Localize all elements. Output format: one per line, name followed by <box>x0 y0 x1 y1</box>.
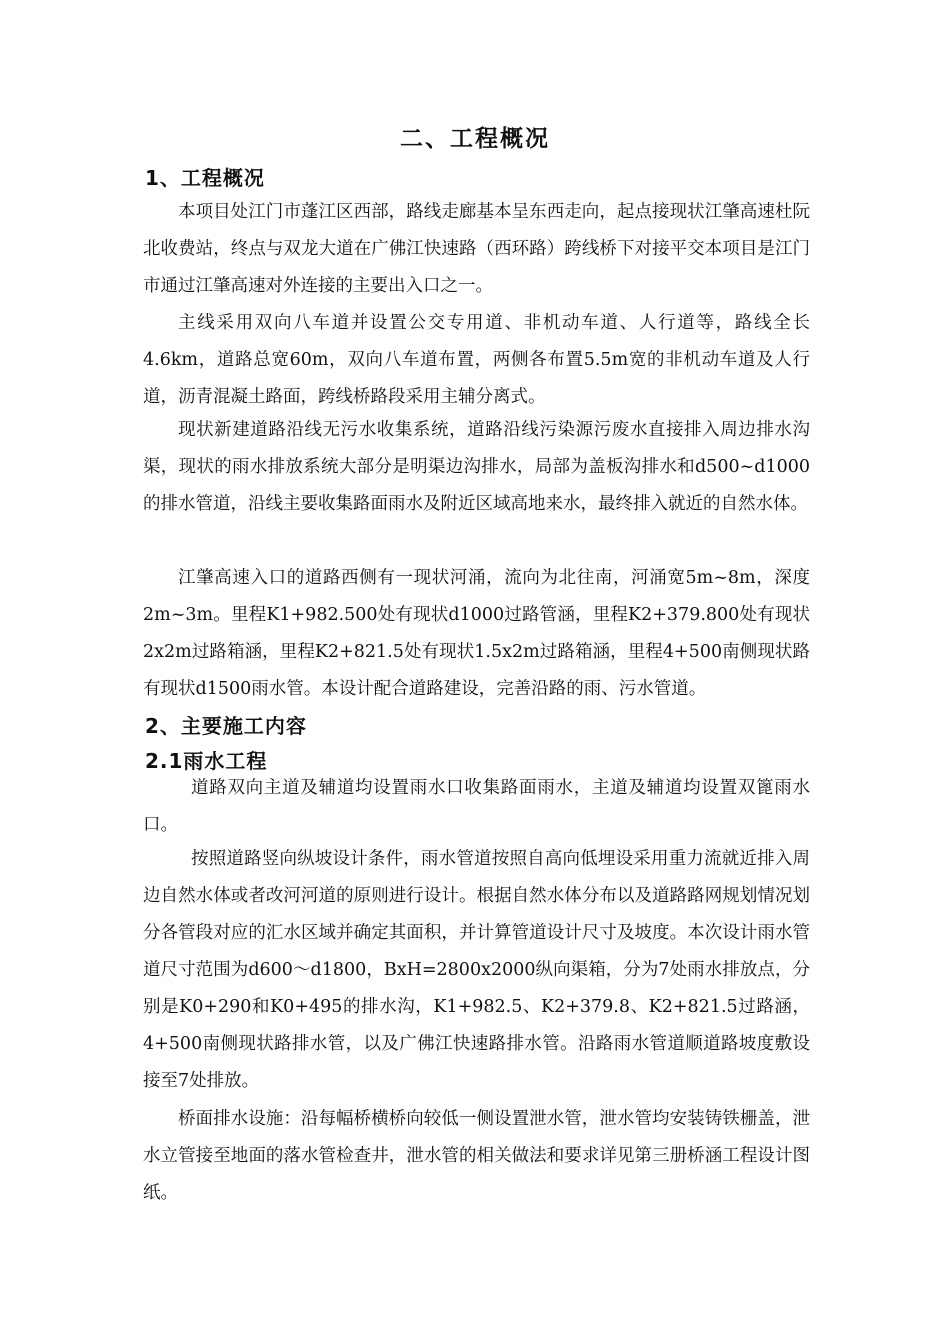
section-1-paragraph-3: 现状新建道路沿线无污水收集系统，道路沿线污染源污废水直接排入周边排水沟渠，现状的雨水排放系统大部分是明渠边沟排水，局部为盖板沟排水和d500~d1000的排水管道，沿线主要收集路面雨水及附近区域高地来水，最终排入就近的自然水体。 <box>143 420 810 514</box>
section-2-1-heading: 2.1雨水工程 <box>145 749 268 773</box>
section-1-paragraph-1: 本项目处江门市蓬江区西部，路线走廊基本呈东西走向，起点接现状江肇高速杜阮北收费站，终点与双龙大道在广佛江快速路（西环路）跨线桥下对接平交本项目是江门市通过江肇高速对外连接的主要出入口之一。 <box>143 202 810 296</box>
section-2-1-paragraph-2: 按照道路竖向纵坡设计条件，雨水管道按照自高向低埋设采用重力流就近排入周边自然水体或者改河河道的原则进行设计。根据自然水体分布以及道路路网规划情况划分各管段对应的汇水区域并确定其面积，并计算管道设计尺寸及坡度。本次设计雨水管道尺寸范围为d600～d1800，BxH=2800x2000纵向渠箱，分为7处雨水排放点，分别是K0+290和K0+495的排水沟，K1+982.5、K2+379.8、K2+821.5过路涵，4+500南侧现状路排水管，以及广佛江快速路排水管。沿路雨水管道顺道路坡度敷设接至7处排放。 <box>143 849 810 1091</box>
section-2-1-paragraph-1: 道路双向主道及辅道均设置雨水口收集路面雨水，主道及辅道均设置双篦雨水口。 <box>143 778 810 835</box>
section-1-paragraph-4: 江肇高速入口的道路西侧有一现状河涌，流向为北往南，河涌宽5m~8m，深度2m~3m。里程K1+982.500处有现状d1000过路管涵，里程K2+379.800处有现状2x2m过路箱涵，里程K2+821.5处有现状1.5x2m过路箱涵，里程4+500南侧现状路有现状d1500雨水管。本设计配合道路建设，完善沿路的雨、污水管道。 <box>143 568 810 699</box>
section-2-heading: 2、主要施工内容 <box>145 714 307 738</box>
section-2-1-paragraph-3: 桥面排水设施：沿每幅桥横桥向较低一侧设置泄水管，泄水管均安装铸铁栅盖，泄水立管接至地面的落水管检查井，泄水管的相关做法和要求详见第三册桥涵工程设计图纸。 <box>143 1109 810 1203</box>
section-1-paragraph-2: 主线采用双向八车道并设置公交专用道、非机动车道、人行道等，路线全长4.6km，道路总宽60m，双向八车道布置，两侧各布置5.5m宽的非机动车道及人行道，沥青混凝土路面，跨线桥路段采用主辅分离式。 <box>143 313 810 407</box>
page-title: 二、工程概况 <box>400 126 550 152</box>
section-1-heading: 1、工程概况 <box>145 166 265 190</box>
